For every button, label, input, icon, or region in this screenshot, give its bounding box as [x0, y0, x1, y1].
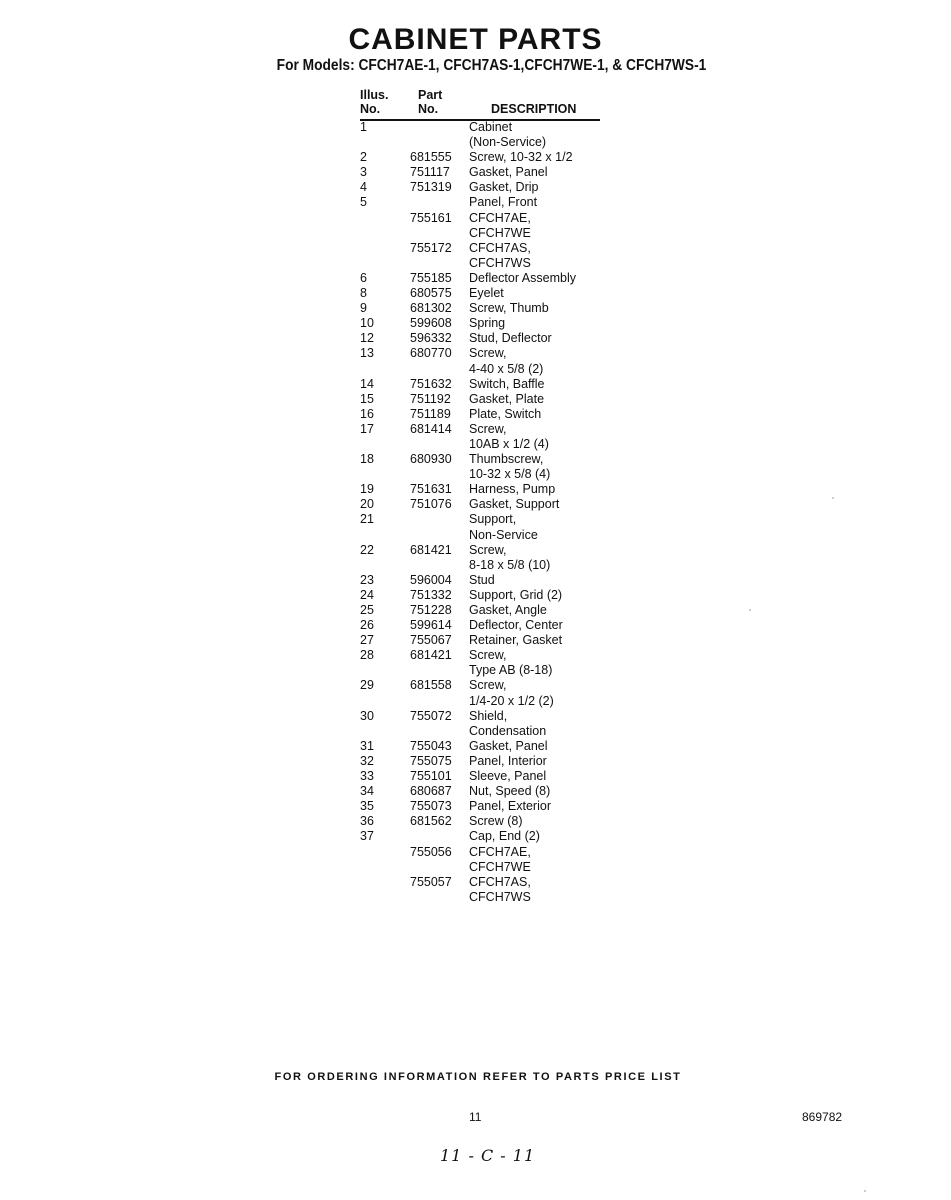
illus-number	[360, 890, 410, 905]
header-illus-line1: Illus.	[360, 88, 389, 102]
header-part-line2: No.	[418, 102, 439, 116]
table-row	[360, 633, 610, 648]
illus-number: 5	[360, 195, 367, 210]
part-number	[410, 256, 469, 271]
models-subtitle: For Models: CFCH7AE-1, CFCH7AS-1,CFCH7WE-1, & CFCH7WS-1	[276, 57, 707, 74]
illus-number	[360, 694, 410, 709]
table-row	[360, 875, 610, 890]
part-description: Non-Service	[469, 527, 538, 542]
part-description: Eyelet	[469, 286, 504, 301]
part-number: 755101	[410, 769, 452, 784]
part-description: CFCH7AE,	[469, 844, 531, 859]
parts-table	[360, 88, 610, 905]
table-row	[360, 845, 610, 860]
table-row	[360, 452, 610, 467]
part-number	[410, 226, 469, 241]
part-number: 680575	[410, 286, 452, 301]
part-description: Sleeve, Panel	[469, 769, 547, 784]
part-number: 596004	[410, 572, 452, 587]
part-number: 755057	[410, 874, 452, 889]
illus-number: 9	[360, 301, 367, 316]
part-description: 4-40 x 5/8 (2)	[469, 361, 544, 376]
part-description: CFCH7WS	[469, 889, 531, 904]
part-description: Condensation	[469, 723, 547, 738]
illus-number: 35	[360, 799, 374, 814]
table-row	[360, 724, 610, 739]
part-description: Gasket, Angle	[469, 603, 547, 617]
illus-number	[360, 135, 410, 150]
part-number: 681562	[410, 814, 452, 829]
table-row	[360, 512, 610, 527]
illus-number: 4	[360, 180, 367, 195]
illus-number: 16	[360, 406, 374, 421]
handwritten-note: 11 - C - 11	[440, 1146, 536, 1165]
part-description: CFCH7WS	[469, 255, 531, 270]
part-number: 755172	[410, 240, 452, 255]
table-row	[360, 678, 610, 693]
table-row	[360, 346, 610, 361]
part-number	[410, 437, 469, 452]
part-description: Gasket, Drip	[469, 180, 539, 195]
part-number	[410, 467, 469, 482]
illus-number: 14	[360, 376, 374, 391]
part-description: Screw,	[469, 421, 507, 436]
table-row	[360, 362, 610, 377]
part-description: Retainer, Gasket	[469, 633, 563, 648]
illus-number	[360, 241, 410, 256]
part-description: Plate, Switch	[469, 406, 542, 421]
part-description: 8-18 x 5/8 (10)	[469, 557, 551, 572]
part-number	[410, 724, 469, 739]
part-number: 680930	[410, 452, 452, 467]
part-description: CFCH7WE	[469, 225, 531, 240]
table-header	[360, 88, 610, 120]
part-number: 681555	[410, 150, 452, 165]
part-number	[410, 558, 469, 573]
part-description: Screw,	[469, 678, 507, 693]
part-description: CFCH7AS,	[469, 240, 531, 255]
illus-number: 17	[360, 421, 374, 436]
table-row	[360, 528, 610, 543]
part-number: 751192	[410, 391, 451, 406]
table-row	[360, 271, 610, 286]
part-description: Gasket, Support	[469, 497, 560, 512]
illus-number: 20	[360, 497, 374, 512]
part-number	[410, 860, 469, 875]
part-number: 751228	[410, 603, 452, 617]
part-number	[410, 694, 469, 709]
illus-number: 32	[360, 753, 374, 768]
table-row	[360, 180, 610, 195]
illus-number: 10	[360, 316, 374, 331]
illus-number	[360, 211, 410, 226]
part-number: 755056	[410, 844, 452, 859]
ordering-note: FOR ORDERING INFORMATION REFER TO PARTS PRICE LIST	[274, 1071, 682, 1083]
part-number: 681414	[410, 421, 452, 436]
table-row	[360, 603, 610, 618]
part-number: 751632	[410, 376, 452, 391]
part-number: 751189	[410, 406, 451, 421]
part-number: 755072	[410, 708, 452, 723]
header-underline	[360, 119, 600, 121]
part-description: Gasket, Panel	[469, 165, 548, 180]
part-number: 680687	[410, 784, 452, 799]
table-row	[360, 150, 610, 165]
table-row	[360, 618, 610, 633]
part-description: Harness, Pump	[469, 482, 556, 497]
table-row	[360, 694, 610, 709]
illus-number	[360, 362, 410, 377]
part-description: Shield,	[469, 708, 508, 723]
illus-number: 29	[360, 678, 374, 693]
part-description: Support, Grid (2)	[469, 587, 563, 602]
table-row	[360, 135, 610, 150]
table-row	[360, 769, 610, 784]
table-row	[360, 377, 610, 392]
part-number: 751631	[410, 482, 452, 497]
part-description: Nut, Speed (8)	[469, 784, 551, 799]
illus-number: 31	[360, 738, 374, 753]
part-number	[410, 829, 469, 844]
document-number: 869782	[802, 1110, 843, 1124]
table-row	[360, 422, 610, 437]
part-description: Type AB (8-18)	[469, 663, 553, 678]
part-number: 681421	[410, 542, 452, 557]
part-number	[410, 135, 469, 150]
header-description: DESCRIPTION	[491, 102, 577, 116]
scan-speck	[749, 609, 751, 611]
header-illus-line2: No.	[360, 102, 381, 116]
part-number: 751076	[410, 497, 452, 512]
illus-number: 27	[360, 633, 374, 648]
page-number: 11	[469, 1110, 482, 1124]
part-number: 681302	[410, 301, 452, 316]
scan-speck	[832, 497, 834, 499]
part-description: Gasket, Plate	[469, 391, 545, 406]
illus-number: 8	[360, 286, 367, 301]
table-row	[360, 784, 610, 799]
table-row	[360, 407, 610, 422]
header-part-line1: Part	[418, 88, 443, 102]
table-row	[360, 829, 610, 844]
illus-number: 12	[360, 331, 374, 346]
part-description: Screw, 10-32 x 1/2	[469, 150, 573, 165]
part-description: (Non-Service)	[469, 135, 547, 150]
page-title: CABINET PARTS	[348, 23, 603, 56]
illus-number: 26	[360, 618, 374, 633]
illus-number	[360, 437, 410, 452]
table-row	[360, 663, 610, 678]
part-number	[410, 663, 469, 678]
illus-number: 30	[360, 708, 374, 723]
scan-speck	[864, 1190, 866, 1192]
illus-number: 2	[360, 150, 367, 165]
part-number	[410, 195, 469, 210]
part-number: 751319	[410, 180, 452, 195]
part-description: 1/4-20 x 1/2 (2)	[469, 693, 554, 708]
part-number	[410, 362, 469, 377]
table-row	[360, 709, 610, 724]
part-number: 596332	[410, 331, 452, 346]
part-description: Screw, Thumb	[469, 301, 549, 316]
illus-number: 6	[360, 270, 367, 285]
part-description: CFCH7WE	[469, 859, 531, 874]
illus-number: 13	[360, 346, 374, 361]
part-number: 755161	[410, 210, 452, 225]
table-row	[360, 573, 610, 588]
part-description: Screw,	[469, 648, 507, 663]
part-description: Screw,	[469, 346, 507, 361]
illus-number: 21	[360, 512, 374, 527]
part-number	[410, 512, 469, 527]
illus-number: 18	[360, 452, 374, 467]
table-row	[360, 558, 610, 573]
part-description: Panel, Exterior	[469, 799, 551, 814]
illus-number: 15	[360, 391, 374, 406]
part-number	[410, 890, 469, 905]
part-description: CFCH7AE,	[469, 210, 531, 225]
table-row	[360, 286, 610, 301]
part-description: Screw (8)	[469, 814, 523, 829]
part-description: Deflector Assembly	[469, 270, 576, 285]
part-description: Switch, Baffle	[469, 376, 545, 391]
illus-number	[360, 663, 410, 678]
table-row	[360, 165, 610, 180]
part-description: CFCH7AS,	[469, 874, 531, 889]
table-row	[360, 482, 610, 497]
table-row	[360, 195, 610, 210]
illus-number: 37	[360, 829, 374, 844]
table-row	[360, 739, 610, 754]
part-description: 10AB x 1/2 (4)	[469, 436, 549, 451]
table-row	[360, 814, 610, 829]
table-row	[360, 120, 610, 135]
table-body	[360, 120, 610, 905]
part-number: 755075	[410, 753, 452, 768]
part-description: Gasket, Panel	[469, 738, 548, 753]
table-row	[360, 331, 610, 346]
table-row	[360, 497, 610, 512]
table-row	[360, 860, 610, 875]
table-row	[360, 648, 610, 663]
part-number: 755185	[410, 270, 452, 285]
part-description: 10-32 x 5/8 (4)	[469, 467, 551, 482]
illus-number: 36	[360, 814, 374, 829]
part-number: 680770	[410, 346, 452, 361]
part-description: Thumbscrew,	[469, 452, 544, 467]
part-description: Screw,	[469, 542, 507, 557]
part-number: 751332	[410, 587, 452, 602]
table-row	[360, 301, 610, 316]
illus-number: 3	[360, 165, 367, 180]
table-row	[360, 799, 610, 814]
part-number: 599614	[410, 618, 452, 633]
part-description: Cabinet	[469, 120, 513, 134]
illus-number	[360, 467, 410, 482]
table-row	[360, 256, 610, 271]
part-description: Cap, End (2)	[469, 829, 540, 844]
illus-number	[360, 558, 410, 573]
part-description: Deflector, Center	[469, 618, 563, 633]
table-row	[360, 754, 610, 769]
table-row	[360, 890, 610, 905]
illus-number: 25	[360, 603, 374, 617]
part-number	[410, 120, 469, 135]
part-number: 755043	[410, 738, 452, 753]
illus-number: 24	[360, 587, 374, 602]
table-row	[360, 211, 610, 226]
illus-number: 33	[360, 769, 374, 784]
illus-number	[360, 845, 410, 860]
table-row	[360, 437, 610, 452]
illus-number	[360, 256, 410, 271]
illus-number: 28	[360, 648, 374, 663]
illus-number: 23	[360, 572, 374, 587]
part-number: 755073	[410, 799, 452, 814]
part-description: Stud	[469, 572, 495, 587]
illus-number	[360, 860, 410, 875]
part-number	[410, 528, 469, 543]
part-description: Panel, Interior	[469, 753, 547, 768]
part-description: Panel, Front	[469, 195, 538, 210]
part-number: 755067	[410, 633, 452, 648]
illus-number: 1	[360, 120, 367, 134]
illus-number	[360, 528, 410, 543]
table-row	[360, 316, 610, 331]
table-row	[360, 543, 610, 558]
illus-number	[360, 875, 410, 890]
table-row	[360, 226, 610, 241]
part-number: 681558	[410, 678, 452, 693]
table-row	[360, 241, 610, 256]
part-description: Support,	[469, 512, 517, 527]
illus-number	[360, 724, 410, 739]
part-description: Stud, Deflector	[469, 331, 552, 346]
illus-number: 19	[360, 482, 374, 497]
part-description: Spring	[469, 316, 506, 331]
table-row	[360, 392, 610, 407]
part-number: 599608	[410, 316, 452, 331]
part-number: 681421	[410, 648, 452, 663]
illus-number: 22	[360, 542, 374, 557]
table-row	[360, 588, 610, 603]
illus-number	[360, 226, 410, 241]
table-row	[360, 467, 610, 482]
illus-number: 34	[360, 784, 374, 799]
part-number: 751117	[410, 165, 450, 180]
